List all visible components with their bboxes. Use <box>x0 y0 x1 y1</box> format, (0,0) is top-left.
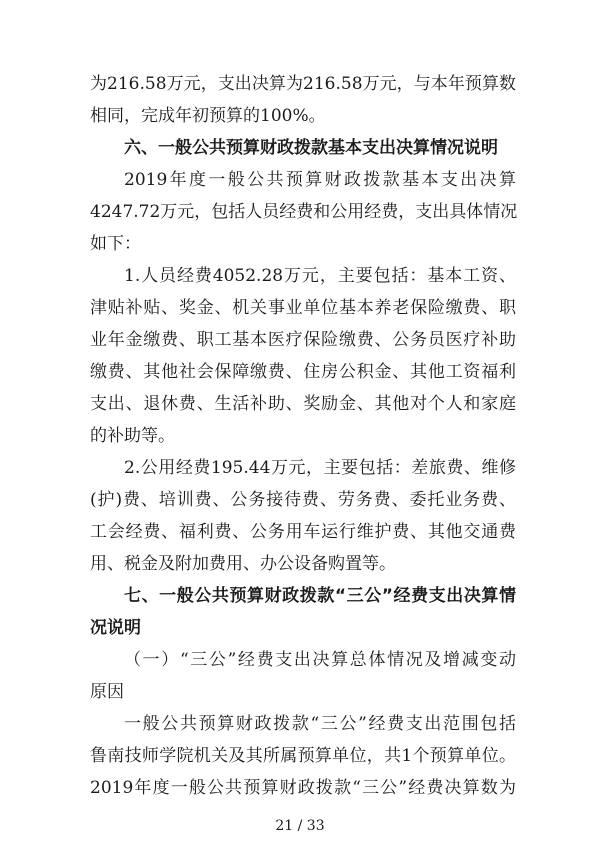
paragraph-line: 2019年度一般公共预算财政拨款“三公”经费决算数为 <box>90 778 516 798</box>
paragraph-line: 如下： <box>90 234 141 254</box>
paragraph-line: 的补助等。 <box>90 426 175 446</box>
paragraph-line: 为216.58万元，支出决算为216.58万元，与本年预算数 <box>90 74 516 94</box>
subsection-heading-cont: 原因 <box>90 682 124 702</box>
section-heading-7-cont: 况说明 <box>90 618 141 638</box>
paragraph-line: 支出、退休费、生活补助、奖励金、其他对个人和家庭 <box>90 394 516 414</box>
paragraph-line: 相同，完成年初预算的100%。 <box>90 106 326 126</box>
paragraph-line: 2019年度一般公共预算财政拨款基本支出决算 <box>124 170 516 190</box>
paragraph-line: 业年金缴费、职工基本医疗保险缴费、公务员医疗补助 <box>90 330 516 350</box>
paragraph-line: 鲁南技师学院机关及其所属预算单位，共1个预算单位。 <box>90 746 516 766</box>
paragraph-line: 用、税金及附加费用、办公设备购置等。 <box>90 554 396 574</box>
list-item-public: 2.公用经费195.44万元，主要包括：差旅费、维修 <box>124 458 516 478</box>
paragraph-line: 工会经费、福利费、公务用车运行维护费、其他交通费 <box>90 522 516 542</box>
paragraph-line: 缴费、其他社会保障缴费、住房公积金、其他工资福利 <box>90 362 516 382</box>
paragraph-line: (护)费、培训费、公务接待费、劳务费、委托业务费、 <box>90 490 516 510</box>
subsection-heading: （一）“三公”经费支出决算总体情况及增减变动 <box>124 650 516 670</box>
page-number: 21 / 33 <box>275 818 325 834</box>
list-item-personnel: 1.人员经费4052.28万元，主要包括：基本工资、 <box>124 266 516 286</box>
paragraph-line: 津贴补贴、奖金、机关事业单位基本养老保险缴费、职 <box>90 298 516 318</box>
section-heading-6: 六、一般公共预算财政拨款基本支出决算情况说明 <box>124 138 498 158</box>
paragraph-line: 4247.72万元，包括人员经费和公用经费，支出具体情况 <box>90 202 518 222</box>
section-heading-7: 七、一般公共预算财政拨款“三公”经费支出决算情 <box>124 586 516 606</box>
paragraph-line: 一般公共预算财政拨款“三公”经费支出范围包括 <box>124 714 516 734</box>
